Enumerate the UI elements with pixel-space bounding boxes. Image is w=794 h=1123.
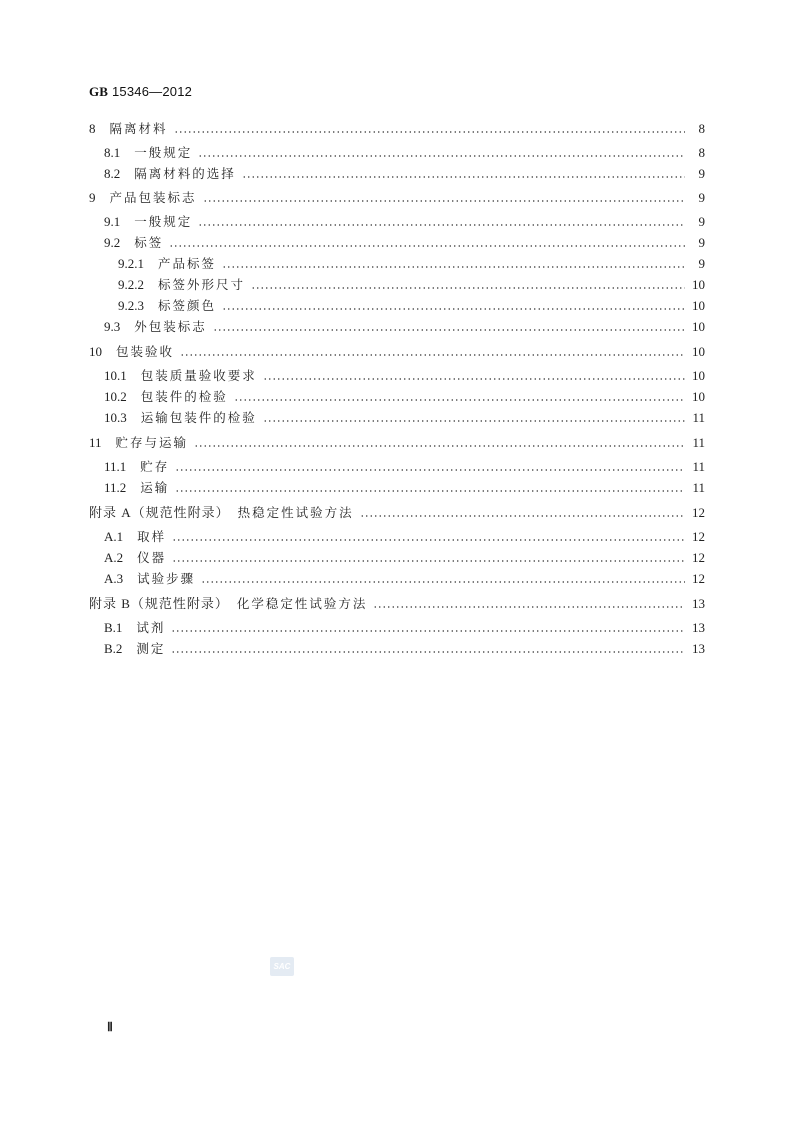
toc-entry-number: 9.3	[104, 319, 121, 334]
toc-entry-page: 10	[692, 368, 705, 383]
sac-watermark-logo	[270, 957, 294, 976]
dot-leader	[203, 200, 685, 202]
toc-entry[interactable]	[118, 276, 705, 294]
toc-entry-title: 运输包装件的检验	[140, 410, 257, 425]
toc-entry-page: 12	[692, 571, 705, 586]
toc-entry-number: 10.1	[104, 368, 127, 383]
toc-entry-number: 9.2.3	[118, 298, 144, 313]
dot-leader	[175, 490, 685, 492]
toc-entry-page: 9	[698, 235, 705, 250]
toc-entry-title: 包装验收	[116, 344, 175, 359]
toc-entry-number: A.3	[104, 571, 124, 586]
toc-entry[interactable]	[104, 619, 705, 637]
toc-entry-page: 10	[692, 319, 705, 334]
dot-leader	[251, 287, 685, 289]
toc-entry-page: 12	[692, 505, 705, 520]
dot-leader	[198, 224, 685, 226]
dot-leader	[169, 245, 685, 247]
dot-leader	[171, 651, 685, 653]
toc-entry[interactable]	[104, 318, 705, 336]
toc-entry-number: B.2	[104, 641, 123, 656]
toc-entry-page: 9	[698, 166, 705, 181]
toc-entry-number: 8.1	[104, 145, 121, 160]
toc-entry[interactable]	[89, 434, 705, 452]
toc-entry-page: 9	[698, 214, 705, 229]
toc-entry-page: 13	[692, 596, 705, 611]
toc-entry-title: 外包装标志	[134, 319, 207, 334]
toc-entry-title: 贮存与运输	[115, 435, 189, 450]
dot-leader	[263, 420, 685, 422]
toc-entry-page: 11	[692, 480, 705, 495]
toc-entry[interactable]	[104, 409, 705, 427]
toc-entry[interactable]	[104, 388, 705, 406]
toc-entry-number: 11.2	[104, 480, 127, 495]
toc-entry-number: 9.2.2	[118, 277, 144, 292]
dot-leader	[360, 515, 685, 517]
toc-entry[interactable]	[104, 458, 705, 476]
watermark-text: SAC	[273, 962, 291, 971]
toc-entry-title: 仪器	[137, 550, 167, 565]
toc-entry-title: 产品标签	[158, 256, 217, 271]
toc-entry-number: 10	[89, 344, 102, 359]
toc-entry-page: 13	[692, 620, 705, 635]
toc-entry-title: 标签颜色	[158, 298, 217, 313]
dot-leader	[213, 329, 685, 331]
toc-entry-page: 12	[692, 529, 705, 544]
standard-prefix: GB	[89, 84, 109, 99]
dot-leader	[222, 308, 685, 310]
toc-entry-page: 10	[692, 298, 705, 313]
toc-entry-number: 附录 B（规范性附录）	[89, 596, 229, 611]
toc-entry-title: 产品包装标志	[109, 190, 197, 205]
standard-number: 15346—2012	[112, 84, 193, 99]
toc-entry-title: 标签外形尺寸	[158, 277, 246, 292]
toc-entry-title: 一般规定	[134, 214, 193, 229]
toc-entry-title: 测定	[136, 641, 166, 656]
toc-entry-title: 取样	[137, 529, 167, 544]
toc-entry-page: 8	[698, 145, 705, 160]
toc-entry[interactable]	[118, 297, 705, 315]
dot-leader	[172, 539, 685, 541]
toc-entry-number: 11	[89, 435, 102, 450]
toc-entry[interactable]	[89, 595, 705, 613]
toc-entry-title: 标签	[134, 235, 164, 250]
dot-leader	[174, 131, 685, 133]
toc-entry-title: 包装件的检验	[140, 389, 228, 404]
toc-entry[interactable]	[89, 343, 705, 361]
toc-entry-title: 化学稳定性试验方法	[236, 596, 368, 611]
toc-entry-number: A.2	[104, 550, 124, 565]
toc-entry-page: 11	[692, 435, 705, 450]
toc-entry-page: 11	[692, 459, 705, 474]
toc-entry[interactable]	[118, 255, 705, 273]
toc-entry-number: A.1	[104, 529, 124, 544]
toc-entry-page: 8	[698, 121, 705, 136]
toc-entry-title: 贮存	[140, 459, 170, 474]
dot-leader	[175, 469, 685, 471]
toc-entry-page: 13	[692, 641, 705, 656]
toc-entry-title: 隔离材料的选择	[134, 166, 236, 181]
toc-entry-page: 10	[692, 389, 705, 404]
toc-entry-title: 试剂	[136, 620, 166, 635]
toc-entry-page: 9	[698, 190, 705, 205]
dot-leader	[194, 445, 685, 447]
toc-entry-number: 9.2.1	[118, 256, 144, 271]
toc-entry-number: 10.2	[104, 389, 127, 404]
toc-entry[interactable]	[104, 144, 705, 162]
toc-entry-number: 9	[89, 190, 96, 205]
toc-entry-title: 包装质量验收要求	[140, 368, 257, 383]
toc-entry-page: 12	[692, 550, 705, 565]
toc-entry-number: 附录 A（规范性附录）	[89, 505, 230, 520]
dot-leader	[201, 581, 685, 583]
toc-entry-title: 隔离材料	[109, 121, 168, 136]
toc-entry[interactable]	[89, 189, 705, 207]
toc-entry-number: 8.2	[104, 166, 121, 181]
toc-entry-page: 10	[692, 277, 705, 292]
document-header	[89, 84, 192, 100]
dot-leader	[222, 266, 685, 268]
toc-entry[interactable]	[104, 528, 705, 546]
toc-entry[interactable]	[89, 504, 705, 522]
dot-leader	[242, 176, 685, 178]
page-number-footer: Ⅱ	[107, 1020, 113, 1034]
toc-entry-number: 10.3	[104, 410, 127, 425]
toc-entry-title: 一般规定	[134, 145, 193, 160]
toc-entry[interactable]	[89, 120, 705, 138]
dot-leader	[263, 378, 685, 380]
toc-entry[interactable]	[104, 165, 705, 183]
toc-entry-page: 10	[692, 344, 705, 359]
toc-entry-title: 运输	[140, 480, 170, 495]
toc-entry-number: 8	[89, 121, 96, 136]
toc-entry[interactable]	[104, 640, 705, 658]
dot-leader	[373, 606, 685, 608]
dot-leader	[171, 630, 685, 632]
dot-leader	[198, 155, 685, 157]
toc-entry[interactable]	[104, 367, 705, 385]
toc-entry-title: 试验步骤	[137, 571, 196, 586]
toc-entry-number: 11.1	[104, 459, 127, 474]
toc-entry-title: 热稳定性试验方法	[237, 505, 354, 520]
toc-entry[interactable]	[104, 234, 705, 252]
toc-entry[interactable]	[104, 570, 705, 588]
dot-leader	[180, 354, 685, 356]
toc-entry-page: 9	[698, 256, 705, 271]
toc-entry[interactable]	[104, 549, 705, 567]
toc-entry-number: 9.1	[104, 214, 121, 229]
toc-entry-number: B.1	[104, 620, 123, 635]
dot-leader	[172, 560, 685, 562]
dot-leader	[234, 399, 685, 401]
toc-entry[interactable]	[104, 213, 705, 231]
toc-entry-page: 11	[692, 410, 705, 425]
toc-entry[interactable]	[104, 479, 705, 497]
toc-entry-number: 9.2	[104, 235, 121, 250]
